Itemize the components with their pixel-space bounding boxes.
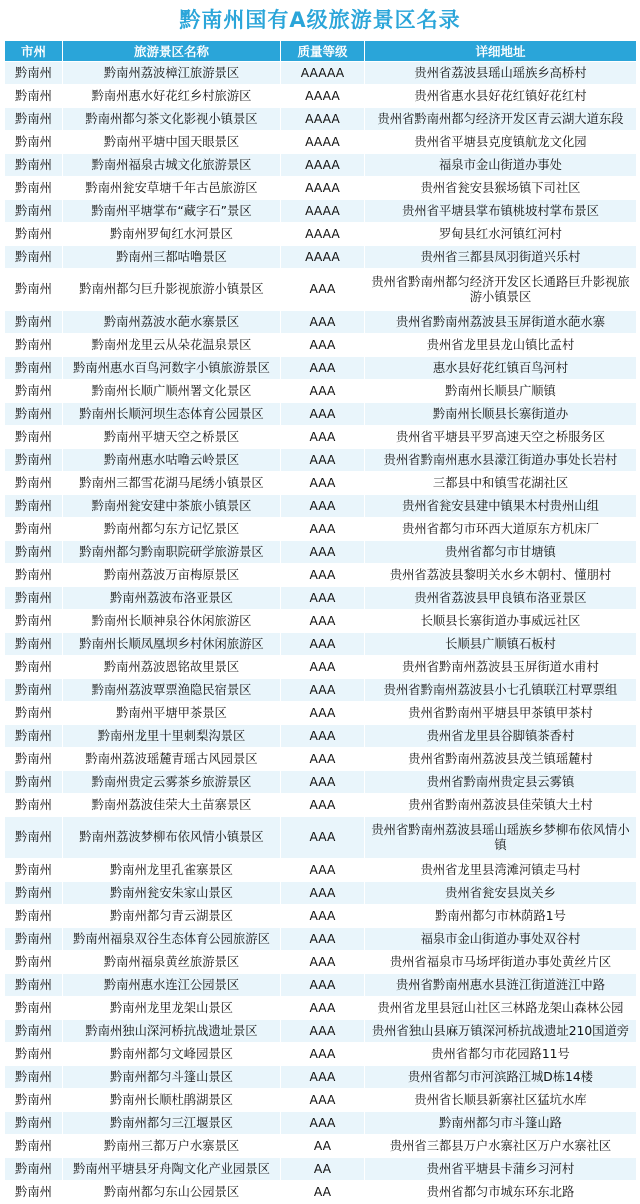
cell-grade: AAAA — [281, 131, 365, 154]
cell-address: 贵州省龙里县冠山社区三林路龙架山森林公园 — [365, 997, 637, 1020]
scenic-area-table — [4, 40, 637, 1204]
cell-address: 贵州省平塘县卡蒲乡习河村 — [365, 1158, 637, 1181]
cell-name: 黔南州荔波樟江旅游景区 — [63, 62, 281, 85]
table-row — [5, 518, 637, 541]
table-row — [5, 1043, 637, 1066]
cell-grade: AAA — [281, 587, 365, 610]
cell-grade: AAA — [281, 928, 365, 951]
cell-city: 黔南州 — [5, 679, 63, 702]
cell-grade: AAA — [281, 725, 365, 748]
cell-grade: AAA — [281, 380, 365, 403]
cell-grade: AAA — [281, 403, 365, 426]
table-row — [5, 311, 637, 334]
cell-grade: AAA — [281, 334, 365, 357]
cell-city: 黔南州 — [5, 269, 63, 311]
cell-name: 黔南州三都万户水寨景区 — [63, 1135, 281, 1158]
cell-name: 黔南州瓮安建中茶旅小镇景区 — [63, 495, 281, 518]
cell-city: 黔南州 — [5, 564, 63, 587]
cell-name: 黔南州罗甸红水河景区 — [63, 223, 281, 246]
cell-name: 黔南州荔波恩铭故里景区 — [63, 656, 281, 679]
cell-city: 黔南州 — [5, 1089, 63, 1112]
cell-name: 黔南州荔波覃票渔隐民宿景区 — [63, 679, 281, 702]
cell-address: 惠水县好花红镇百鸟河村 — [365, 357, 637, 380]
cell-address: 黔南州都匀市斗篷山路 — [365, 1112, 637, 1135]
cell-address: 贵州省黔南州荔波县佳荣镇大土村 — [365, 794, 637, 817]
cell-address: 贵州省黔南州平塘县甲茶镇甲茶村 — [365, 702, 637, 725]
column-header-city: 市州 — [5, 41, 63, 62]
table-row — [5, 656, 637, 679]
cell-city: 黔南州 — [5, 541, 63, 564]
table-row — [5, 1135, 637, 1158]
table-row — [5, 1089, 637, 1112]
cell-name: 黔南州惠水咕噜云岭景区 — [63, 449, 281, 472]
cell-name: 黔南州长顺广顺州署文化景区 — [63, 380, 281, 403]
table-body — [5, 62, 637, 1204]
cell-grade: AAA — [281, 357, 365, 380]
cell-name: 黔南州都匀文峰园景区 — [63, 1043, 281, 1066]
cell-grade: AAA — [281, 426, 365, 449]
cell-name: 黔南州荔波布洛亚景区 — [63, 587, 281, 610]
page-title: 黔南州国有A级旅游景区名录 — [179, 8, 461, 32]
cell-name: 黔南州荔波梦柳布依风情小镇景区 — [63, 817, 281, 859]
table-row — [5, 882, 637, 905]
table-row — [5, 108, 637, 131]
cell-address: 贵州省龙里县龙山镇比孟村 — [365, 334, 637, 357]
cell-address: 贵州省平塘县掌布镇桃坡村掌布景区 — [365, 200, 637, 223]
cell-name: 黔南州瓮安朱家山景区 — [63, 882, 281, 905]
cell-city: 黔南州 — [5, 928, 63, 951]
cell-city: 黔南州 — [5, 518, 63, 541]
table-row — [5, 200, 637, 223]
cell-address: 贵州省平塘县平罗高速天空之桥服务区 — [365, 426, 637, 449]
cell-name: 黔南州龙里龙架山景区 — [63, 997, 281, 1020]
cell-name: 黔南州荔波瑶麓青瑶古风园景区 — [63, 748, 281, 771]
cell-grade: AAA — [281, 495, 365, 518]
cell-name: 黔南州长顺凤凰坝乡村休闲旅游区 — [63, 633, 281, 656]
table-row — [5, 771, 637, 794]
cell-city: 黔南州 — [5, 905, 63, 928]
cell-name: 黔南州平塘天空之桥景区 — [63, 426, 281, 449]
cell-address: 贵州省黔南州荔波县玉屏街道水葩水寨 — [365, 311, 637, 334]
table-row — [5, 85, 637, 108]
table-row — [5, 951, 637, 974]
cell-city: 黔南州 — [5, 748, 63, 771]
cell-name: 黔南州福泉双谷生态体育公园旅游区 — [63, 928, 281, 951]
cell-address: 福泉市金山街道办事处双谷村 — [365, 928, 637, 951]
cell-name: 黔南州荔波水葩水寨景区 — [63, 311, 281, 334]
cell-name: 黔南州福泉古城文化旅游景区 — [63, 154, 281, 177]
cell-address: 福泉市金山街道办事处 — [365, 154, 637, 177]
table-row — [5, 633, 637, 656]
cell-address: 贵州省瓮安县猴场镇下司社区 — [365, 177, 637, 200]
cell-name: 黔南州都匀茶文化影视小镇景区 — [63, 108, 281, 131]
cell-city: 黔南州 — [5, 997, 63, 1020]
table-row — [5, 177, 637, 200]
cell-city: 黔南州 — [5, 771, 63, 794]
table-row — [5, 1158, 637, 1181]
cell-name: 黔南州都匀东方记忆景区 — [63, 518, 281, 541]
cell-city: 黔南州 — [5, 131, 63, 154]
cell-grade: AAA — [281, 269, 365, 311]
cell-address: 黔南州长顺县长寨街道办 — [365, 403, 637, 426]
column-header-address: 详细地址 — [365, 41, 637, 62]
table-row — [5, 794, 637, 817]
cell-address: 贵州省龙里县谷脚镇茶香村 — [365, 725, 637, 748]
cell-name: 黔南州瓮安草塘千年古邑旅游区 — [63, 177, 281, 200]
table-row — [5, 928, 637, 951]
cell-name: 黔南州龙里十里刺梨沟景区 — [63, 725, 281, 748]
column-header-grade: 质量等级 — [281, 41, 365, 62]
cell-address: 贵州省黔南州惠水县涟江街道涟江中路 — [365, 974, 637, 997]
cell-grade: AAAA — [281, 85, 365, 108]
cell-name: 黔南州都匀东山公园景区 — [63, 1181, 281, 1204]
cell-name: 黔南州长顺神泉谷休闲旅游区 — [63, 610, 281, 633]
table-row — [5, 334, 637, 357]
cell-city: 黔南州 — [5, 403, 63, 426]
cell-name: 黔南州龙里孔雀寨景区 — [63, 859, 281, 882]
cell-address: 贵州省瓮安县岚关乡 — [365, 882, 637, 905]
cell-grade: AAA — [281, 610, 365, 633]
table-row — [5, 564, 637, 587]
table-row — [5, 1020, 637, 1043]
cell-address: 黔南州都匀市林荫路1号 — [365, 905, 637, 928]
cell-name: 黔南州惠水百鸟河数字小镇旅游景区 — [63, 357, 281, 380]
table-row — [5, 610, 637, 633]
cell-city: 黔南州 — [5, 1158, 63, 1181]
cell-address: 贵州省独山县麻万镇深河桥抗战遗址210国道旁 — [365, 1020, 637, 1043]
cell-address: 贵州省黔南州荔波县茂兰镇瑶麓村 — [365, 748, 637, 771]
cell-grade: AA — [281, 1181, 365, 1204]
table-row — [5, 1181, 637, 1204]
cell-address: 贵州省荔波县甲良镇布洛亚景区 — [365, 587, 637, 610]
cell-grade: AAAA — [281, 154, 365, 177]
table-row — [5, 679, 637, 702]
table-row — [5, 748, 637, 771]
table-row — [5, 223, 637, 246]
cell-name: 黔南州长顺杜鹃湖景区 — [63, 1089, 281, 1112]
table-row — [5, 1112, 637, 1135]
table-row — [5, 905, 637, 928]
cell-city: 黔南州 — [5, 177, 63, 200]
cell-grade: AAA — [281, 882, 365, 905]
cell-grade: AAA — [281, 311, 365, 334]
cell-city: 黔南州 — [5, 311, 63, 334]
cell-name: 黔南州荔波万亩梅原景区 — [63, 564, 281, 587]
cell-address: 黔南州长顺县广顺镇 — [365, 380, 637, 403]
cell-name: 黔南州平塘掌布“藏字石”景区 — [63, 200, 281, 223]
cell-name: 黔南州三都雪花湖马尾绣小镇景区 — [63, 472, 281, 495]
cell-city: 黔南州 — [5, 587, 63, 610]
cell-city: 黔南州 — [5, 974, 63, 997]
cell-grade: AAA — [281, 518, 365, 541]
cell-city: 黔南州 — [5, 1112, 63, 1135]
table-row — [5, 817, 637, 859]
table-row — [5, 702, 637, 725]
cell-city: 黔南州 — [5, 85, 63, 108]
cell-city: 黔南州 — [5, 108, 63, 131]
cell-grade: AAAA — [281, 223, 365, 246]
cell-name: 黔南州平塘县牙舟陶文化产业园景区 — [63, 1158, 281, 1181]
cell-address: 长顺县长寨街道办事威远社区 — [365, 610, 637, 633]
table-row — [5, 246, 637, 269]
table-row — [5, 472, 637, 495]
cell-grade: AAA — [281, 951, 365, 974]
cell-city: 黔南州 — [5, 472, 63, 495]
table-row — [5, 859, 637, 882]
table-row — [5, 1066, 637, 1089]
cell-grade: AAA — [281, 997, 365, 1020]
table-row — [5, 725, 637, 748]
cell-city: 黔南州 — [5, 154, 63, 177]
table-row — [5, 587, 637, 610]
cell-grade: AAAA — [281, 246, 365, 269]
table-row — [5, 426, 637, 449]
cell-name: 黔南州平塘中国天眼景区 — [63, 131, 281, 154]
cell-grade: AAA — [281, 771, 365, 794]
table-header — [5, 41, 637, 62]
cell-name: 黔南州都匀巨升影视旅游小镇景区 — [63, 269, 281, 311]
cell-grade: AAA — [281, 817, 365, 859]
cell-grade: AAA — [281, 1020, 365, 1043]
table-row — [5, 974, 637, 997]
cell-city: 黔南州 — [5, 1066, 63, 1089]
cell-grade: AAAA — [281, 200, 365, 223]
cell-address: 贵州省都匀市甘塘镇 — [365, 541, 637, 564]
cell-grade: AAA — [281, 1089, 365, 1112]
cell-grade: AAA — [281, 974, 365, 997]
table-row — [5, 997, 637, 1020]
cell-address: 长顺县广顺镇石板村 — [365, 633, 637, 656]
cell-address: 贵州省平塘县克度镇航龙文化园 — [365, 131, 637, 154]
cell-grade: AAA — [281, 702, 365, 725]
table-row — [5, 269, 637, 311]
cell-city: 黔南州 — [5, 357, 63, 380]
table-row — [5, 357, 637, 380]
cell-city: 黔南州 — [5, 1020, 63, 1043]
cell-grade: AAA — [281, 449, 365, 472]
cell-grade: AAA — [281, 748, 365, 771]
cell-grade: AAA — [281, 656, 365, 679]
cell-name: 黔南州龙里云从朵花温泉景区 — [63, 334, 281, 357]
cell-name: 黔南州长顺河坝生态体育公园景区 — [63, 403, 281, 426]
cell-name: 黔南州独山深河桥抗战遗址景区 — [63, 1020, 281, 1043]
cell-address: 贵州省黔南州荔波县小七孔镇联江村覃票组 — [365, 679, 637, 702]
cell-city: 黔南州 — [5, 610, 63, 633]
cell-city: 黔南州 — [5, 817, 63, 859]
cell-name: 黔南州都匀三江堰景区 — [63, 1112, 281, 1135]
cell-city: 黔南州 — [5, 62, 63, 85]
cell-address: 贵州省黔南州惠水县濛江街道办事处长岩村 — [365, 449, 637, 472]
cell-city: 黔南州 — [5, 200, 63, 223]
cell-city: 黔南州 — [5, 246, 63, 269]
cell-name: 黔南州惠水好花红乡村旅游区 — [63, 85, 281, 108]
cell-grade: AAAA — [281, 177, 365, 200]
cell-grade: AAAAA — [281, 62, 365, 85]
cell-address: 贵州省三都县万户水寨社区万户水寨社区 — [365, 1135, 637, 1158]
cell-grade: AA — [281, 1135, 365, 1158]
cell-address: 贵州省都匀市城东环东北路 — [365, 1181, 637, 1204]
cell-grade: AAA — [281, 679, 365, 702]
cell-address: 贵州省瓮安县建中镇果木村贵州山组 — [365, 495, 637, 518]
cell-name: 黔南州都匀黔南职院研学旅游景区 — [63, 541, 281, 564]
table-row — [5, 541, 637, 564]
cell-city: 黔南州 — [5, 859, 63, 882]
cell-address: 贵州省荔波县黎明关水乡木朝村、懂朋村 — [365, 564, 637, 587]
cell-address: 贵州省黔南州都匀经济开发区长通路巨升影视旅游小镇景区 — [365, 269, 637, 311]
cell-city: 黔南州 — [5, 495, 63, 518]
cell-name: 黔南州平塘甲茶景区 — [63, 702, 281, 725]
cell-address: 贵州省黔南州贵定县云雾镇 — [365, 771, 637, 794]
cell-city: 黔南州 — [5, 725, 63, 748]
cell-address: 贵州省都匀市河滨路江城D栋14楼 — [365, 1066, 637, 1089]
column-header-name: 旅游景区名称 — [63, 41, 281, 62]
cell-grade: AAA — [281, 472, 365, 495]
cell-address: 贵州省黔南州都匀经济开发区青云湖大道东段 — [365, 108, 637, 131]
cell-address: 贵州省龙里县湾滩河镇走马村 — [365, 859, 637, 882]
cell-address: 贵州省福泉市马场坪街道办事处黄丝片区 — [365, 951, 637, 974]
cell-grade: AAA — [281, 905, 365, 928]
cell-grade: AAA — [281, 859, 365, 882]
cell-name: 黔南州惠水连江公园景区 — [63, 974, 281, 997]
table-row — [5, 495, 637, 518]
cell-city: 黔南州 — [5, 1181, 63, 1204]
table-row — [5, 380, 637, 403]
cell-name: 黔南州都匀青云湖景区 — [63, 905, 281, 928]
cell-name: 黔南州福泉黄丝旅游景区 — [63, 951, 281, 974]
cell-city: 黔南州 — [5, 633, 63, 656]
cell-grade: AAA — [281, 794, 365, 817]
cell-city: 黔南州 — [5, 334, 63, 357]
cell-address: 贵州省长顺县新寨社区猛坑水库 — [365, 1089, 637, 1112]
cell-city: 黔南州 — [5, 1043, 63, 1066]
cell-city: 黔南州 — [5, 702, 63, 725]
cell-name: 黔南州都匀斗篷山景区 — [63, 1066, 281, 1089]
cell-grade: AAA — [281, 1043, 365, 1066]
cell-city: 黔南州 — [5, 656, 63, 679]
cell-city: 黔南州 — [5, 449, 63, 472]
cell-address: 贵州省三都县凤羽街道兴乐村 — [365, 246, 637, 269]
cell-address: 贵州省黔南州荔波县瑶山瑶族乡梦柳布依风情小镇 — [365, 817, 637, 859]
cell-address: 贵州省惠水县好花红镇好花红村 — [365, 85, 637, 108]
cell-city: 黔南州 — [5, 380, 63, 403]
cell-address: 贵州省荔波县瑶山瑶族乡高桥村 — [365, 62, 637, 85]
cell-city: 黔南州 — [5, 426, 63, 449]
cell-address: 三都县中和镇雪花湖社区 — [365, 472, 637, 495]
cell-address: 贵州省都匀市环西大道原东方机床厂 — [365, 518, 637, 541]
cell-address: 罗甸县红水河镇红河村 — [365, 223, 637, 246]
cell-address: 贵州省黔南州荔波县玉屏街道水甫村 — [365, 656, 637, 679]
cell-grade: AAA — [281, 1066, 365, 1089]
table-row — [5, 62, 637, 85]
cell-city: 黔南州 — [5, 951, 63, 974]
table-row — [5, 154, 637, 177]
cell-address: 贵州省都匀市花园路11号 — [365, 1043, 637, 1066]
cell-name: 黔南州三都咕噜景区 — [63, 246, 281, 269]
cell-name: 黔南州贵定云雾茶乡旅游景区 — [63, 771, 281, 794]
cell-city: 黔南州 — [5, 1135, 63, 1158]
table-row — [5, 449, 637, 472]
table-row — [5, 403, 637, 426]
cell-grade: AAA — [281, 541, 365, 564]
cell-grade: AAA — [281, 633, 365, 656]
cell-grade: AAAA — [281, 108, 365, 131]
cell-city: 黔南州 — [5, 223, 63, 246]
cell-city: 黔南州 — [5, 794, 63, 817]
cell-grade: AAA — [281, 1112, 365, 1135]
table-row — [5, 131, 637, 154]
cell-grade: AA — [281, 1158, 365, 1181]
cell-name: 黔南州荔波佳荣大土苗寨景区 — [63, 794, 281, 817]
cell-city: 黔南州 — [5, 882, 63, 905]
cell-grade: AAA — [281, 564, 365, 587]
